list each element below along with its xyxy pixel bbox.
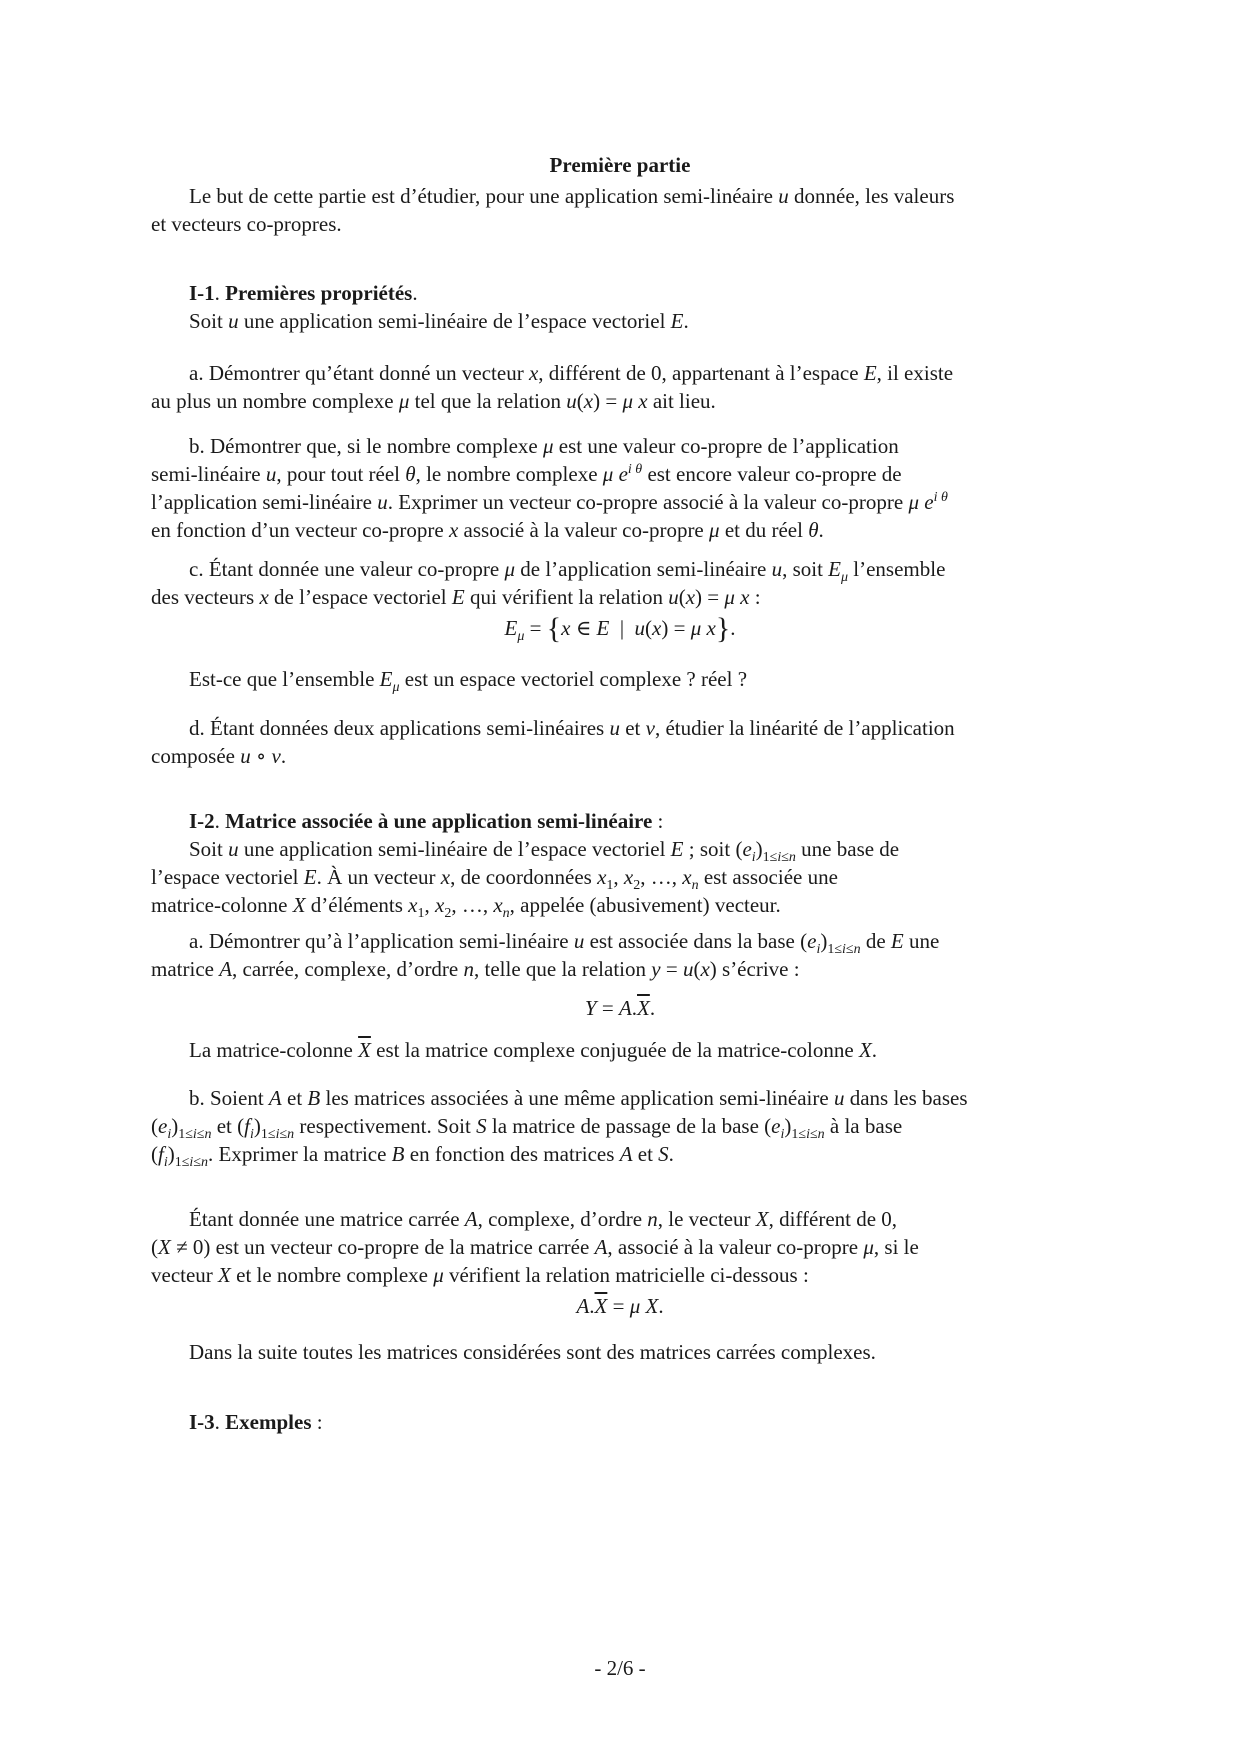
section-i1-heading: I-1. Premières propriétés. bbox=[189, 281, 418, 305]
intro-paragraph: Le but de cette partie est d’étudier, pour une application semi-linéaire u donnée, les valeurs et vecteurs co-propres. bbox=[151, 184, 955, 236]
section-i2-heading: I-2. Matrice associée à une application semi-linéaire : bbox=[189, 809, 664, 833]
part-title: Première partie bbox=[549, 153, 691, 177]
question-i1-c-ask: Est-ce que l’ensemble $E_\mu$ est un espace vectoriel complexe ? réel ? bbox=[189, 667, 748, 696]
equation-y-ax: $Y = A.\overline{X}$. bbox=[584, 996, 656, 1020]
page-number: - 2/6 - bbox=[594, 1656, 646, 1680]
question-i2-b: b. Soient A et B les matrices associées à une même application semi-linéaire u dans les bases $(e_i)_{1\le i\le n}$ et $(f_i)_{1\le i\le n}$ respectivement. Soit S la matrice de passage de la base $(e_i)_{1\le i\le n}$ à la base $(f_i)_{1\le i\le n}$. Exprimer la matrice B en fonction des matrices A et S. bbox=[151, 1086, 968, 1171]
section-i3-heading: I-3. Exemples : bbox=[189, 1410, 323, 1434]
definition-after: Dans la suite toutes les matrices considérées sont des matrices carrées complexes. bbox=[189, 1340, 876, 1364]
equation-ax-mux: $A.\overline{X} = \mu$ X. bbox=[576, 1294, 664, 1318]
question-i1-b: b. Démontrer que, si le nombre complexe μ est une valeur co-propre de l’application semi-linéaire u, pour tout réel θ, le nombre complexe μ $e^{i \theta}$ est encore valeur co-propre de l’application semi-linéaire u. Exprimer un vecteur co-propre associé à la valeur co-propre μ $e^{i \theta}$ en fonction d’un vecteur co-propre x associé à la valeur co-propre μ et du réel θ. bbox=[151, 434, 948, 542]
section-i2: I-2. Matrice associée à une application semi-linéaire : Soit u une application semi-linéaire de l’espace vectoriel E ; soit $(e_i)_{1\le i\le n}$ une base de l’espace vectoriel E. À un vecteur x, de coordonnées $x_1$, $x_2$, …, $x_n$ est associée une matrice-colonne X d’éléments $x_1$, $x_2$, …, $x_n$, appelée (abusivement) vecteur. bbox=[151, 807, 1091, 919]
section-i3 bbox=[151, 1408, 1091, 1436]
equation-e-mu: $E_\mu = \{x$ ∈ E | u(x) = μ x}. bbox=[504, 612, 736, 645]
question-i1-a: a. Démontrer qu’étant donné un vecteur x, différent de 0, appartenant à l’espace E, il existe au plus un nombre complexe μ tel que la relation u(x) = μ x ait lieu. bbox=[151, 361, 954, 413]
question-i1-c: c. Étant donnée une valeur co-propre μ de l’application semi-linéaire u, soit $E_\mu$ l’ensemble des vecteurs x de l’espace vectoriel E qui vérifient la relation u(x) = μ x : bbox=[151, 557, 946, 609]
section-i1: I-1. Premières propriétés. Soit u une application semi-linéaire de l’espace vectoriel E. bbox=[151, 279, 1091, 335]
question-i1-d: d. Étant données deux applications semi-linéaires u et v, étudier la linéarité de l’application composée u ∘ v. bbox=[151, 716, 955, 768]
note-conjugate: La matrice-colonne $\overline{X}$ est la matrice complexe conjuguée de la matrice-colonne X. bbox=[189, 1038, 878, 1062]
definition-paragraph: Étant donnée une matrice carrée A, complexe, d’ordre n, le vecteur X, différent de 0, (X ≠ 0) est un vecteur co-propre de la matrice carrée A, associé à la valeur co-propre μ, si le vecteur X et le nombre complexe μ vérifient la relation matricielle ci-dessous : bbox=[151, 1207, 919, 1287]
question-i2-a: a. Démontrer qu’à l’application semi-linéaire u est associée dans la base $(e_i)_{1\le i\le n}$ de E une matrice A, carrée, complexe, d’ordre n, telle que la relation y = u(x) s’écrive : bbox=[151, 929, 940, 981]
